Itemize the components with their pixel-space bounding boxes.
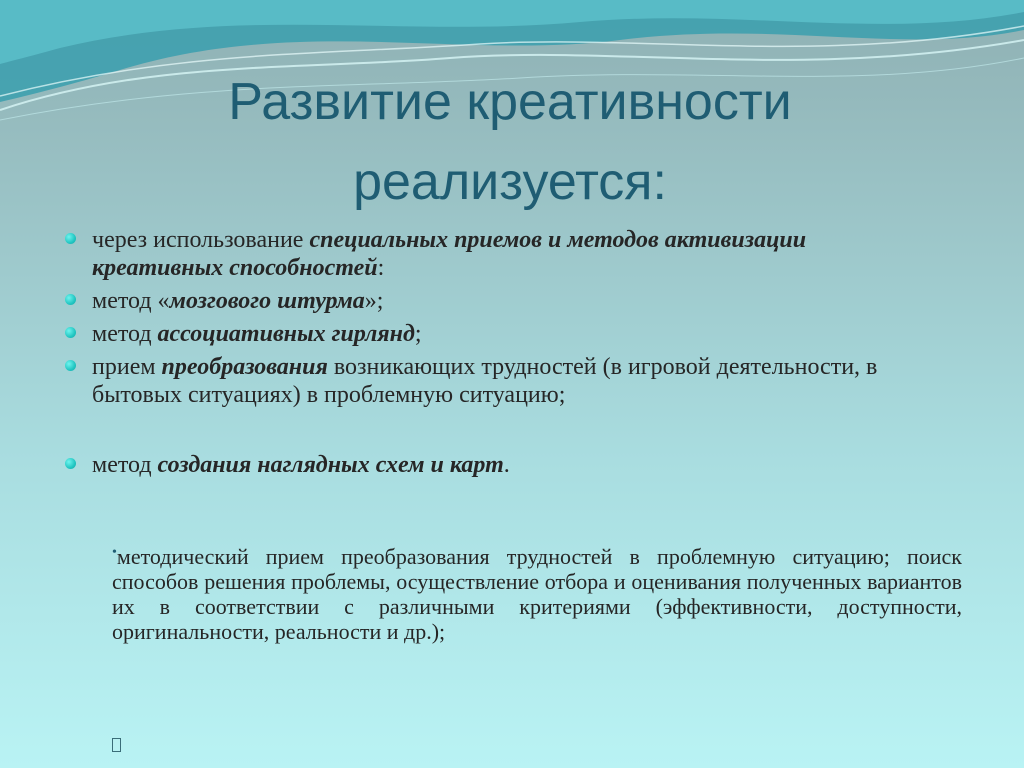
placeholder-box-icon xyxy=(112,738,121,752)
sub-note-text: методический прием преобразования трудностей в проблемную ситуацию; поиск способов решения проблемы, осуществление отбора и оценивания полученных вариантов их в соответствии с различными критериями (эффективности, доступности, оригинальности, реальности и др.); xyxy=(112,544,962,644)
title-line-2: реализуется: xyxy=(353,153,667,211)
slide-title xyxy=(60,62,960,222)
bullet-text-plain: »; xyxy=(364,288,384,314)
bullet-text-plain: метод « xyxy=(92,288,170,314)
bullet-dot-icon xyxy=(65,360,76,371)
bullet-text-emphasis: специальных приемов и методов активизации креативных способностей xyxy=(92,227,807,281)
bullet-item xyxy=(62,320,892,348)
bullet-text-emphasis: создания наглядных схем и карт xyxy=(157,452,504,478)
bullet-text-plain: через использование xyxy=(92,227,310,253)
bullet-text-plain: возникающих трудностей (в игровой деятельности, в бытовых ситуациях) в проблемную ситуацию; xyxy=(92,354,878,408)
bullet-text-emphasis: ассоциативных гирлянд xyxy=(157,321,415,347)
bullet-dot-icon xyxy=(65,233,76,244)
sub-note xyxy=(112,540,962,644)
bullet-dot-icon xyxy=(65,327,76,338)
bullet-item xyxy=(62,451,892,479)
bullet-text-plain: метод xyxy=(92,452,158,478)
sub-bullet-marker: • xyxy=(112,545,117,560)
bullet-dot-icon xyxy=(65,294,76,305)
bullet-text-plain: : xyxy=(377,255,385,281)
bullet-text-emphasis: преобразования xyxy=(161,354,328,380)
bullet-text-plain: метод xyxy=(92,321,158,347)
title-line-1: Развитие креативности xyxy=(228,73,792,131)
bullet-text-emphasis: мозгового штурма xyxy=(169,288,365,314)
bullet-text-plain: прием xyxy=(92,354,162,380)
bullet-item xyxy=(62,226,892,282)
bullet-item xyxy=(62,353,892,409)
bullet-text-plain: ; xyxy=(414,321,422,347)
bullet-dot-icon xyxy=(65,458,76,469)
bullet-text-plain: . xyxy=(503,452,510,478)
bullet-list xyxy=(62,226,892,484)
bullet-item xyxy=(62,287,892,315)
